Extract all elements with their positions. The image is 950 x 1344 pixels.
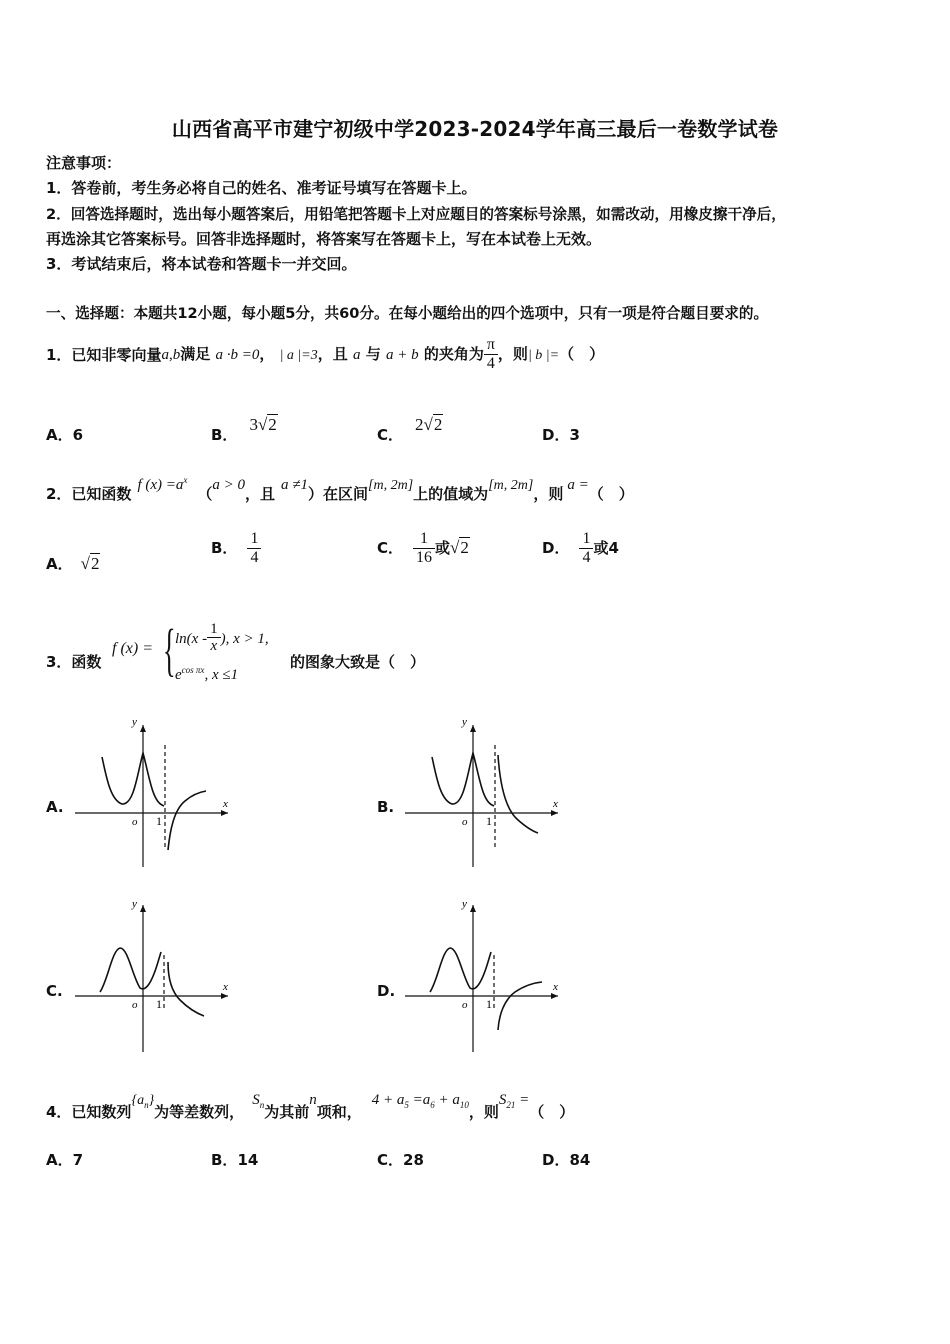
origin-label: o <box>132 816 138 828</box>
one-label: 1 <box>156 814 162 828</box>
q1-text: 满足 <box>180 345 211 363</box>
q1-vectors: a,b <box>161 347 181 363</box>
graph-d[interactable] <box>400 900 570 1060</box>
q3-question-text: 的图象大致是（ ） <box>290 653 426 671</box>
x-axis-arrow <box>551 810 558 816</box>
q3-option-c[interactable]: C. <box>46 982 63 1000</box>
q4-option-c[interactable]: C．28 <box>377 1151 424 1169</box>
origin-label: o <box>462 816 468 828</box>
x-label: x <box>553 798 558 810</box>
q1-option-a[interactable]: A．6 <box>46 426 84 444</box>
curve-right <box>498 755 538 833</box>
q1-a: a <box>352 347 361 363</box>
q1-lead: 1．已知非零向量 <box>46 346 162 364</box>
y-label: y <box>462 898 467 910</box>
q1-angle-fraction: $\frac{\pi}{4}$ <box>484 336 498 373</box>
q4-option-b[interactable]: B．14 <box>211 1151 259 1169</box>
notice-item-3: 3．考试结束后，将本试卷和答题卡一并交回。 <box>46 255 357 273</box>
q3-option-b[interactable]: B. <box>377 798 395 816</box>
curve-right <box>168 962 204 1016</box>
question-2 <box>46 473 634 503</box>
curve-left <box>432 753 494 806</box>
q1-dot-product: a ·b =0 <box>215 347 260 363</box>
q2-a-equals: a = <box>567 477 589 493</box>
y-axis-arrow <box>470 725 476 732</box>
q2-paren: （ ） <box>588 485 634 503</box>
x-axis-arrow <box>221 993 228 999</box>
question-4 <box>46 1088 575 1121</box>
q2-option-c[interactable]: C． $\frac{1}{16}$ 或√2 <box>377 530 469 566</box>
q2-range: [m, 2m] <box>488 478 534 493</box>
y-label: y <box>132 898 137 910</box>
graph-b[interactable] <box>400 715 570 875</box>
q3-option-a[interactable]: A. <box>46 798 64 816</box>
q3-brace: { <box>163 617 176 682</box>
q1-a-plus-b: a + b <box>385 347 419 363</box>
q1-abs-a: | a |=3 <box>279 348 318 363</box>
y-label: y <box>462 716 467 728</box>
q4-option-d[interactable]: D．84 <box>542 1151 591 1169</box>
q1-text-2: ，且 <box>317 345 348 363</box>
y-axis-arrow <box>140 905 146 912</box>
q2-text-5: ，则 <box>533 485 564 503</box>
q1-option-c[interactable]: C．2√2 <box>377 415 443 444</box>
notice-item-2-cont: 再选涂其它答案标号。回答非选择题时，将答案写在答题卡上，写在本试卷上无效。 <box>46 230 602 248</box>
q1-text-4: 的夹角为 <box>423 345 484 363</box>
q1-paren: （ ） <box>559 345 605 363</box>
curve-left <box>100 948 161 992</box>
curve-right <box>168 791 206 850</box>
curve-right <box>498 982 542 1030</box>
q4-option-a[interactable]: A．7 <box>46 1151 84 1169</box>
q2-option-a[interactable]: A． √2 <box>46 554 100 573</box>
question-1 <box>46 336 604 373</box>
q2-paren-open: （ <box>197 485 213 503</box>
q4-sequence: $\{a_n\}$ <box>131 1093 155 1110</box>
q2-lead: 2．已知函数 <box>46 485 132 503</box>
q4-n: n <box>309 1092 317 1108</box>
q1-text-3: 与 <box>365 345 381 363</box>
y-axis-arrow <box>140 725 146 732</box>
q1-sep: ， <box>259 345 275 363</box>
q2-interval: [m, 2m] <box>368 478 414 493</box>
section-heading: 一、选择题：本题共12小题，每小题5分，共60分。在每小题给出的四个选项中，只有一项是符合题目要求的。 <box>46 305 769 322</box>
q3-option-d[interactable]: D. <box>377 982 396 1000</box>
curve-left <box>102 753 164 806</box>
q4-equation: $4 + a_5 =a_6 + a_{10}$ <box>371 1092 469 1110</box>
graph-a[interactable] <box>70 715 240 875</box>
origin-label: o <box>462 999 468 1011</box>
q3-case-2: $e^{cos \pi x}$, x ≤1 <box>175 665 239 683</box>
q2-text-2: ，且 <box>245 485 276 503</box>
q4-text-1: 为等差数列， <box>154 1103 245 1121</box>
x-label: x <box>223 798 228 810</box>
q4-lead: 4．已知数列 <box>46 1103 132 1121</box>
x-axis-arrow <box>551 993 558 999</box>
one-label: 1 <box>486 814 492 828</box>
one-label: 1 <box>486 997 492 1011</box>
y-axis-arrow <box>470 905 476 912</box>
q2-text-3: ）在区间 <box>308 485 369 503</box>
q2-option-d[interactable]: D． $\frac{1}{4}$ 或4 <box>542 530 619 566</box>
q4-text-3: 项和， <box>316 1103 362 1121</box>
q3-lead: 3．函数 <box>46 653 102 671</box>
q2-cond-2: a ≠1 <box>281 477 309 493</box>
q1-abs-b: | b |= <box>527 348 560 363</box>
q4-S21: $S_{21}$ = <box>498 1092 530 1110</box>
q4-Sn: $S_n$ <box>252 1092 265 1110</box>
q1-option-d[interactable]: D．3 <box>542 426 580 444</box>
curve-left <box>430 948 491 992</box>
q2-text-4: 上的值域为 <box>413 485 489 503</box>
graph-c[interactable] <box>70 900 240 1060</box>
notice-item-2: 2．回答选择题时，选出每小题答案后，用铅笔把答题卡上对应题目的答案标号涂黑，如需改动，用橡皮擦干净后， <box>46 206 786 223</box>
one-label: 1 <box>156 997 162 1011</box>
origin-label: o <box>132 999 138 1011</box>
page-title: 山西省高平市建宁初级中学2023-2024学年高三最后一卷数学试卷 <box>171 117 779 141</box>
y-label: y <box>132 716 137 728</box>
q3-case-1: ln(x - $\frac{1}{x}$ ), x > 1, <box>175 621 269 654</box>
notice-heading: 注意事项： <box>46 154 122 172</box>
x-label: x <box>553 981 558 993</box>
notice-item-1: 1．答卷前，考生务必将自己的姓名、准考证号填写在答题卡上。 <box>46 179 477 197</box>
q4-paren: （ ） <box>529 1103 575 1121</box>
q2-function: f $(x) =a^x$ <box>137 475 188 493</box>
q4-text-4: ，则 <box>468 1103 499 1121</box>
q1-text-5: ，则 <box>497 345 528 363</box>
q2-cond-1: a > 0 <box>212 477 246 493</box>
x-axis-arrow <box>221 810 228 816</box>
x-label: x <box>223 981 228 993</box>
q1-option-b[interactable]: B．3√2 <box>211 415 277 444</box>
q3-function: f (x) = <box>112 640 153 657</box>
q2-option-b[interactable]: B． $\frac{1}{4}$ <box>211 530 261 567</box>
q4-text-2: 为其前 <box>264 1103 310 1121</box>
